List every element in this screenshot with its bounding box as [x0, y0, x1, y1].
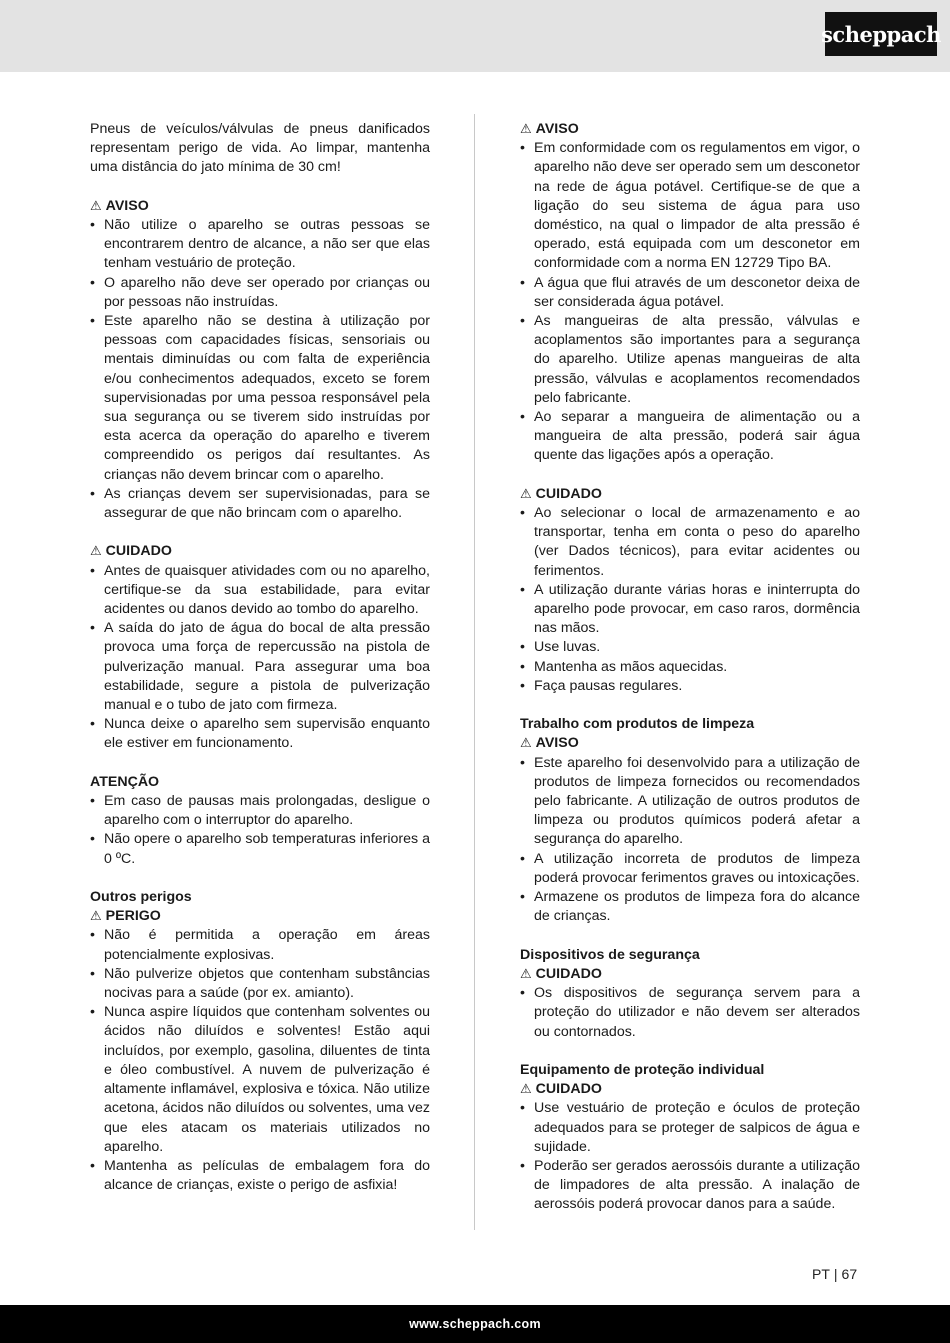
warning-triangle-icon: ⚠	[520, 122, 532, 137]
aviso-section	[90, 197, 430, 523]
limpeza-list	[520, 754, 860, 927]
perigo-label: ⚠ PERIGO	[90, 908, 161, 925]
limpeza-heading: Trabalho com produtos de limpeza	[520, 716, 755, 733]
outros-perigos-heading: Outros perigos	[90, 889, 192, 906]
list-item: • Faça pausas regulares.	[520, 677, 860, 696]
intro-paragraph: Pneus de veículos/válvulas de pneus danificados representam perigo de vida. Ao limpar, mantenha uma distância do jato mínima de 30 cm!	[90, 121, 430, 176]
website-link[interactable]: www.scheppach.com	[409, 1317, 541, 1331]
aviso-label: ⚠ AVISO	[520, 121, 579, 137]
list-item: • Não é permitida a operação em áreas potencialmente explosivas.	[90, 926, 430, 964]
column-divider	[474, 114, 475, 1230]
outros-perigos-section	[90, 888, 430, 1195]
list-item: • Antes de quaisquer atividades com ou no aparelho, certifique-se da sua estabilidade, para evitar acidentes ou danos devido ao tombo do aparelho.	[90, 562, 430, 620]
atencao-list	[90, 792, 430, 869]
dispositivos-list	[520, 984, 860, 1042]
left-column	[90, 120, 430, 1215]
page-number-value: 67	[841, 1266, 858, 1282]
equipamento-section	[520, 1061, 860, 1215]
list-item: • As crianças devem ser supervisionadas, para se assegurar de que não brincam com o aparelho.	[90, 485, 430, 523]
list-item: • Este aparelho não se destina à utilização por pessoas com capacidades físicas, sensoriais ou mentais diminuídas ou com falta de experiência e/ou conhecimentos adequados, exceto se forem supervisionadas por uma pessoa responsável pela sua segurança ou se tiverem sido instruídas por esta acerca da operação do aparelho e tiverem compreendido os perigos daí resultantes. As crianças não devem brincar com o aparelho.	[90, 312, 430, 485]
equipamento-list	[520, 1099, 860, 1214]
list-item: • A utilização durante várias horas e ininterrupta do aparelho pode provocar, em caso raros, dormência nas mãos.	[520, 581, 860, 639]
equipamento-heading: Equipamento de proteção individual	[520, 1061, 765, 1078]
list-item: • Poderão ser gerados aerossóis durante a utilização de limpadores de alta pressão. A inalação de aerossóis poderá provocar danos para a saúde.	[520, 1157, 860, 1215]
aviso-label: ⚠ AVISO	[90, 197, 149, 214]
aviso-list	[90, 216, 430, 523]
aviso-list	[520, 139, 860, 465]
footer-bar	[0, 1305, 950, 1343]
list-item: • Use luvas.	[520, 638, 860, 657]
language-code: PT	[812, 1266, 830, 1282]
list-item: • Nunca aspire líquidos que contenham solventes ou ácidos não diluídos e solventes! Estão aqui incluídos, por exemplo, gasolina, diluentes de tinta e óleo combustível. A nuvem de pulverização é altamente inflamável, explosiva e tóxica. Não utilize acetona, ácidos não diluídos ou solventes, uma vez que eles atacam os materiais utilizados no aparelho.	[90, 1003, 430, 1157]
cuidado-label: ⚠ CUIDADO	[520, 1081, 602, 1098]
cuidado-label: ⚠ CUIDADO	[520, 965, 602, 982]
dispositivos-heading: Dispositivos de segurança	[520, 946, 700, 963]
list-item: • A saída do jato de água do bocal de alta pressão provoca uma força de repercussão na pistola de pulverização manual. Para assegurar uma boa estabilidade, segure a pistola de pulverização manual e o tubo de jato com firmeza.	[90, 619, 430, 715]
list-item: • Não pulverize objetos que contenham substâncias nocivas para a saúde (por ex. amianto).	[90, 965, 430, 1003]
warning-triangle-icon: ⚠	[520, 1082, 532, 1098]
list-item: • Mantenha as mãos aquecidas.	[520, 658, 860, 677]
list-item: • Em caso de pausas mais prolongadas, desligue o aparelho com o interruptor do aparelho.	[90, 792, 430, 830]
list-item: • A utilização incorreta de produtos de limpeza poderá provocar ferimentos graves ou intoxicações.	[520, 850, 860, 888]
list-item: • Armazene os produtos de limpeza fora do alcance de crianças.	[520, 888, 860, 926]
atencao-heading: ATENÇÃO	[90, 773, 160, 790]
cuidado-section	[90, 542, 430, 753]
aviso-label: ⚠ AVISO	[520, 735, 579, 752]
scheppach-logo: scheppach	[825, 12, 937, 56]
cuidado-list	[90, 562, 430, 754]
page-separator: |	[833, 1266, 838, 1282]
list-item: • As mangueiras de alta pressão, válvulas e acoplamentos são importantes para a segurança do aparelho. Utilize apenas mangueiras de alta pressão, válvulas e acoplamentos recomendados pelo fabricante.	[520, 312, 860, 408]
cuidado-list	[520, 504, 860, 696]
warning-triangle-icon: ⚠	[90, 544, 102, 560]
cuidado-label: ⚠ CUIDADO	[520, 485, 602, 502]
warning-triangle-icon: ⚠	[90, 198, 102, 214]
list-item: • Os dispositivos de segurança servem para a proteção do utilizador e não devem ser alterados ou contornados.	[520, 984, 860, 1042]
list-item: • Não opere o aparelho sob temperaturas inferiores a 0 ºC.	[90, 830, 430, 868]
warning-triangle-icon: ⚠	[520, 486, 532, 502]
aviso-section	[520, 120, 860, 466]
list-item: • Mantenha as películas de embalagem fora do alcance de crianças, existe o perigo de asfixia!	[90, 1157, 430, 1195]
list-item: • Ao selecionar o local de armazenamento e ao transportar, tenha em conta o peso do aparelho (ver Dados técnicos), para evitar acidentes ou ferimentos.	[520, 504, 860, 581]
header-bar	[0, 0, 950, 72]
cuidado-section	[520, 485, 860, 696]
warning-triangle-icon: ⚠	[520, 736, 532, 752]
warning-triangle-icon: ⚠	[90, 909, 102, 925]
cuidado-label: ⚠ CUIDADO	[90, 543, 172, 560]
list-item: • A água que flui através de um desconetor deixa de ser considerada água potável.	[520, 274, 860, 312]
page-number	[812, 1266, 857, 1282]
list-item: • Nunca deixe o aparelho sem supervisão enquanto ele estiver em funcionamento.	[90, 715, 430, 753]
list-item: • Em conformidade com os regulamentos em vigor, o aparelho não deve ser operado sem um desconetor na rede de água potável. Certifique-se de que a ligação do seu sistema de água para uso doméstico, na qual o limpador de alta pressão é operado, está equipada com um desconetor em conformidade com a norma EN 12729 Tipo BA.	[520, 139, 860, 273]
dispositivos-section	[520, 946, 860, 1042]
limpeza-section	[520, 715, 860, 926]
atencao-section	[90, 773, 430, 869]
list-item: • Use vestuário de proteção e óculos de proteção adequados para se proteger de salpicos de água e sujidade.	[520, 1099, 860, 1157]
perigo-list	[90, 926, 430, 1195]
list-item: • Não utilize o aparelho se outras pessoas se encontrarem dentro de alcance, a não ser que elas tenham vestuário de proteção.	[90, 216, 430, 274]
list-item: • Ao separar a mangueira de alimentação ou a mangueira de alta pressão, poderá sair água quente das ligações após a operação.	[520, 408, 860, 466]
right-column	[520, 120, 860, 1234]
list-item: • O aparelho não deve ser operado por crianças ou por pessoas não instruídas.	[90, 274, 430, 312]
list-item: • Este aparelho foi desenvolvido para a utilização de produtos de limpeza fornecidos ou recomendados pelo fabricante. A utilização de outros produtos de limpeza ou produtos químicos poderá afetar a segurança do aparelho.	[520, 754, 860, 850]
warning-triangle-icon: ⚠	[520, 966, 532, 982]
